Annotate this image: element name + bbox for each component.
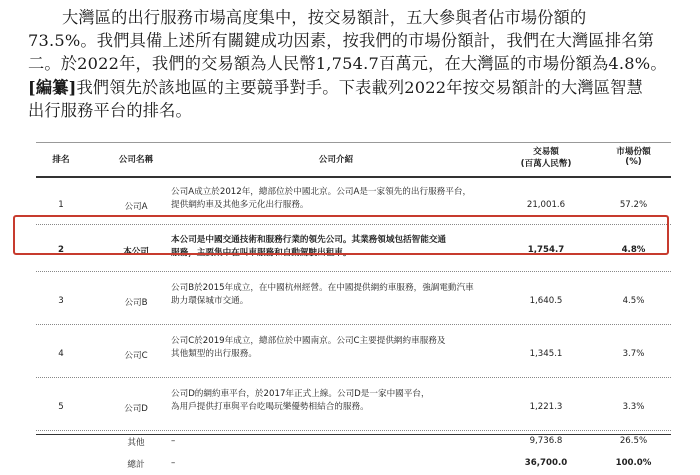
redacted-marker: [編纂] (28, 77, 77, 97)
row-rank: 3 (58, 296, 64, 306)
header-amount: 交易額 (533, 147, 559, 157)
header-description: 公司介紹 (318, 155, 354, 165)
row-rank: 5 (58, 402, 64, 412)
paragraph-line: 二。於2022年，我們的交易額為人民幣1,754.7百萬元，在大灣區的市場份額為4.8%。 (28, 54, 667, 74)
row-company: 公司B (124, 298, 148, 308)
row-share: 100.0% (615, 458, 652, 468)
intro-paragraph (28, 6, 688, 122)
paragraph-line: 大灣區的出行服務市場高度集中，按交易額計，五大參與者佔市場份額的 (62, 8, 587, 27)
paragraph-line: 出行服務平台的排名。 (28, 100, 192, 120)
header-amount-unit: (百萬人民幣) (520, 159, 572, 169)
row-share: 4.5% (622, 296, 645, 306)
row-description (171, 388, 501, 414)
total-rule (36, 434, 671, 435)
desc-line: 本公司是中國交通技術和服務行業的領先公司。其業務領域包括智能交通 (171, 235, 447, 245)
desc-line: 服務，主要集中在叫車服務和自動駕駛出租車。 (171, 247, 352, 258)
desc-line: 公司B於2015年成立，在中國杭州經營。在中國提供網約車服務，強調電動汽車 (171, 283, 474, 293)
row-amount: 21,001.6 (526, 200, 566, 210)
row-company: 總計 (127, 460, 145, 470)
row-share: 26.5% (619, 436, 648, 446)
desc-line: 公司A成立於2012年，總部位於中國北京。公司A是一家領先的出行服務平台， (171, 187, 472, 197)
row-company: 公司A (124, 202, 148, 212)
row-share: 3.7% (622, 349, 645, 359)
desc-line: 公司C於2019年成立，總部位於中國南京。公司C主要提供網約車服務及 (171, 336, 446, 346)
row-amount: 1,640.5 (529, 296, 563, 306)
row-company: 本公司 (123, 247, 149, 257)
row-rank: 1 (58, 200, 64, 210)
table-header (36, 142, 671, 178)
row-amount: 1,754.7 (527, 245, 565, 255)
row-company: 其他 (127, 438, 145, 448)
row-description (171, 186, 501, 212)
table-top-rule (36, 142, 671, 143)
row-company: 公司D (124, 404, 148, 414)
header-company: 公司名稱 (118, 155, 154, 165)
desc-line: 提供網約車及其他多元化出行服務。 (171, 199, 309, 210)
row-amount: 1,221.3 (529, 402, 563, 412)
row-company: 公司C (124, 351, 148, 361)
header-rank: 排名 (52, 155, 70, 165)
row-amount: 36,700.0 (524, 458, 568, 468)
desc-line: 助力環保城市交通。 (171, 295, 249, 306)
paragraph-text: 我們領先於該地區的主要競爭對手。下表載列2022年按交易額計的大灣區智慧 (76, 77, 643, 97)
row-rank: 2 (58, 245, 64, 255)
row-amount: 1,345.1 (529, 349, 563, 359)
row-description: – (171, 458, 176, 468)
desc-line: 公司D的網約車平台，於2017年正式上線。公司D是一家中國平台， (171, 389, 430, 399)
row-rank: 4 (58, 349, 64, 359)
row-amount: 9,736.8 (529, 436, 563, 446)
ranking-table (36, 142, 671, 475)
paragraph-line (28, 76, 688, 99)
paragraph-line: 73.5%。我們具備上述所有關鍵成功因素，按我們的市場份額計，我們在大灣區排名第 (28, 31, 654, 51)
row-description (171, 282, 501, 308)
header-share: 市場份額 (616, 147, 651, 157)
row-share: 57.2% (619, 200, 648, 210)
row-description (171, 335, 501, 361)
table-row (36, 272, 671, 325)
header-share-unit: (%) (625, 157, 642, 167)
table-row (36, 325, 671, 378)
desc-line: 為用戶提供打車與平台吃喝玩樂優勢相結合的服務。 (171, 401, 369, 412)
row-description: – (171, 436, 176, 446)
row-share: 4.8% (621, 245, 646, 255)
desc-line: 其他類型的出行服務。 (171, 348, 257, 359)
table-row (36, 378, 671, 431)
highlight-box (13, 215, 669, 255)
row-share: 3.3% (622, 402, 645, 412)
